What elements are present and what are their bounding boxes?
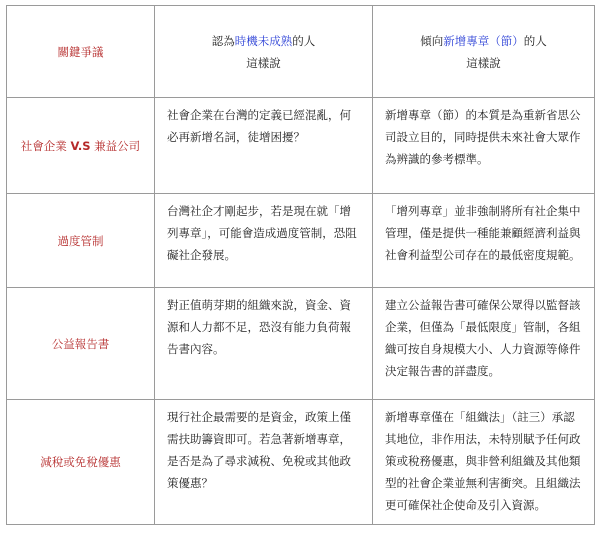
row-for: [373, 194, 595, 288]
row-topic: 公益報告書: [7, 288, 155, 400]
table-row: [7, 400, 595, 525]
row-against: [155, 194, 373, 288]
row-topic: [7, 98, 155, 194]
table-row: [7, 194, 595, 288]
header-against-post: 的人: [292, 33, 316, 48]
table-row: [7, 288, 595, 400]
row-against-text: 台灣社企才剛起步，若是現在就「增列專章」，可能會造成過度管制，恐阻礙社企發展。: [167, 204, 357, 262]
row-topic: 減稅或免稅優惠: [7, 400, 155, 525]
row-for: [373, 400, 595, 525]
comparison-table: [6, 5, 595, 525]
header-for-post: 的人: [523, 33, 547, 48]
header-against-highlight: 時機未成熟: [234, 33, 293, 48]
header-row: [7, 6, 595, 98]
row-against-text: 對正值萌芽期的組織來說，資金、資源和人力都不足，恐沒有能力負荷報告書內容。: [167, 298, 351, 356]
row-against: [155, 98, 373, 194]
header-for: [373, 6, 595, 98]
row-against: [155, 288, 373, 400]
row-for-text: 新增專章僅在「組織法」（註三）承認其地位，非作用法，未特別賦予任何政策或稅務優惠，與非營利組織及其他類型的社會企業並無利害衝突。且組織法更可確保社企使命及引入資源。: [385, 410, 581, 512]
header-against: [155, 6, 373, 98]
row-for-text: 建立公益報告書可確保公眾得以監督該企業，但僅為「最低限度」管制，各組織可按自身規模大小、人力資源等條件決定報告書的詳盡度。: [385, 298, 581, 378]
header-for-pre: 傾向: [420, 33, 444, 48]
header-for-highlight: 新增專章（節）: [443, 33, 524, 48]
header-topic: 關鍵爭議: [7, 6, 155, 98]
row-for-text: 「增列專章」並非強制將所有社企集中管理，僅是提供一種能兼顧經濟利益與社會利益型公司存在的最低密度規範。: [385, 204, 581, 262]
row-for: [373, 288, 595, 400]
table-row: [7, 98, 595, 194]
row-against-text: 社會企業在台灣的定義已經混亂，何必再新增名詞，徒增困擾？: [167, 108, 351, 144]
header-against-pre: 認為: [211, 33, 235, 48]
header-against-line2: 這樣說: [246, 55, 281, 70]
row-for-text: 新增專章（節）的本質是為重新省思公司設立目的，同時提供未來社會大眾作為辨識的參考標準。: [385, 108, 581, 166]
row-topic: 過度管制: [7, 194, 155, 288]
row-topic-part-b: 兼益公司: [90, 138, 141, 153]
row-for: [373, 98, 595, 194]
row-against-text: 現行社企最需要的是資金，政策上僅需扶助籌資即可。若急著新增專章，是否是為了尋求減稅、免稅或其他政策優惠？: [167, 410, 351, 490]
row-against: [155, 400, 373, 525]
row-topic-part-a: 社會企業: [20, 138, 71, 153]
row-topic-vs: V.S: [70, 138, 91, 153]
header-for-line2: 這樣說: [466, 55, 501, 70]
